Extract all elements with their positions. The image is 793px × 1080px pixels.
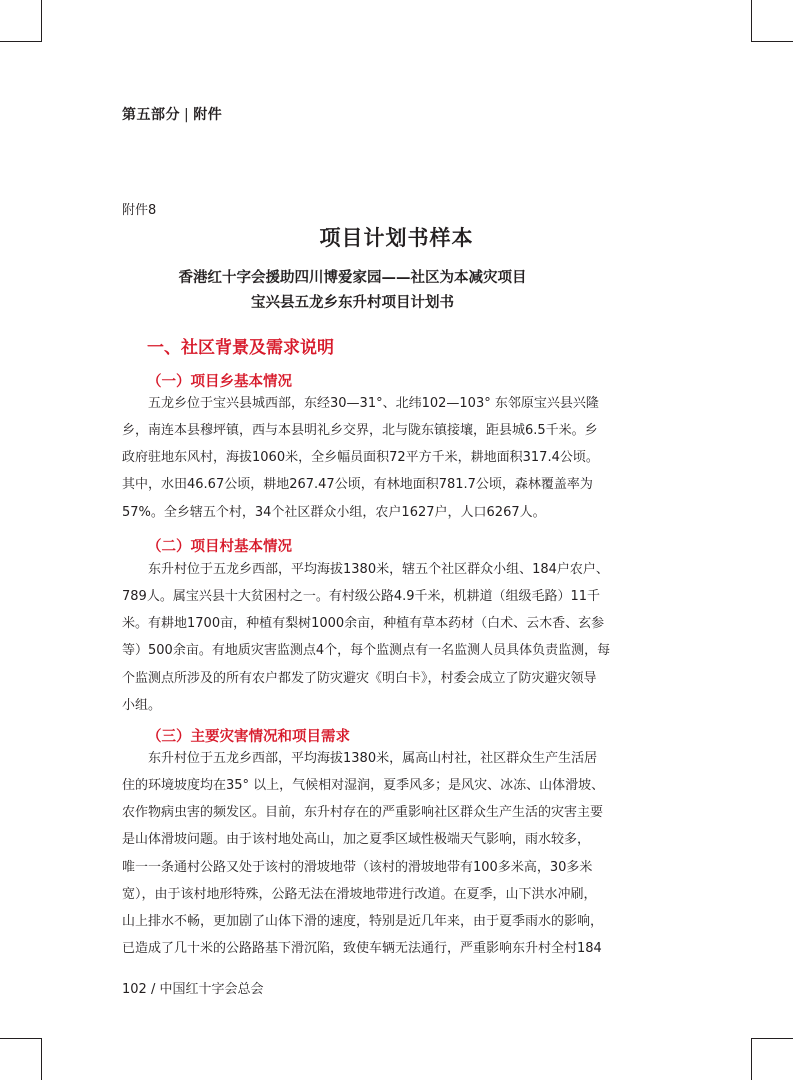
subsection-heading-3: （三）主要灾害情况和项目需求 [147,729,350,745]
paragraph-line: 住的环境坡度均在35° 以上，气候相对湿润，夏季风多；是风灾、冰冻、山体滑坡、 [122,778,605,794]
running-header [122,104,222,124]
paragraph-line: 唯一一条通村公路又处于该村的滑坡地带（该村的滑坡地带有100多米高，30多米 [122,859,593,875]
paragraph-line: 其中，水田46.67公顷，耕地267.47公顷，有林地面积781.7公顷，森林覆盖率为 [122,477,593,493]
paragraph-line: 是山体滑坡问题。由于该村地处高山，加之夏季区域性极端天气影响，雨水较多， [122,832,591,848]
subtitle-line-2: 宝兴县五龙乡东升村项目计划书 [251,295,454,311]
paragraph-line: 等）500余亩。有地质灾害监测点4个，每个监测点有一名监测人员具体负责监测，每 [122,643,611,659]
header-section: 附件 [193,107,223,123]
paragraph-line: 57%。全乡辖五个村，34个社区群众小组，农户1627户，人口6267人。 [122,504,546,520]
crop-mark-bottom-right-h [751,1038,793,1039]
paragraph-line: 米。有耕地1700亩，种植有梨树1000余亩，种植有草本药材（白术、云木香、玄参 [122,616,605,632]
subsection-heading-1: （一）项目乡基本情况 [147,374,292,390]
paragraph-line: 农作物病虫害的频发区。目前，东升村存在的严重影响社区群众生产生活的灾害主要 [122,805,604,821]
paragraph-line: 山上排水不畅，更加剧了山体下滑的速度，特别是近几年来，由于夏季雨水的影响， [122,913,604,929]
header-separator: | [184,107,190,123]
paragraph-line: 小组。 [122,697,162,713]
paragraph-1 [122,390,599,526]
page-footer: 102 / 中国红十字会总会 [122,982,264,997]
header-part: 第五部分 [122,107,180,123]
document-title: 项目计划书样本 [319,226,474,250]
paragraph-line: 已造成了几十米的公路路基下滑沉陷，致使车辆无法通行，严重影响东升村全村184 [122,940,602,956]
crop-mark-top-left-v [41,0,42,42]
paragraph-line: 个监测点所涉及的所有农户都发了防灾避灾《明白卡》，村委会成立了防灾避灾领导 [122,670,597,686]
crop-mark-bottom-left-v [41,1038,42,1080]
section-heading: 一、社区背景及需求说明 [147,338,334,358]
paragraph-2 [122,556,611,719]
crop-mark-bottom-left-h [0,1038,42,1039]
crop-mark-bottom-right-v [751,1038,752,1080]
paragraph-line: 政府驻地东风村，海拔1060米，全乡幅员面积72平方千米，耕地面积317.4公顷。 [122,450,599,466]
crop-mark-top-left-h [0,41,42,42]
paragraph-line: 宽），由于该村地形特殊，公路无法在滑坡地带进行改道。在夏季，山下洪水冲刷， [122,886,597,902]
paragraph-line: 东升村位于五龙乡西部，平均海拔1380米，属高山村社，社区群众生产生活居 [122,751,598,766]
paragraph-line: 东升村位于五龙乡西部，平均海拔1380米，辖五个社区群众小组、184户农户、 [122,562,609,577]
crop-mark-top-right-h [751,41,793,42]
paragraph-line: 乡，南连本县穆坪镇，西与本县明礼乡交界，北与陇东镇接壤，距县城6.5千米。乡 [122,423,598,439]
subsection-heading-2: （二）项目村基本情况 [147,539,292,555]
crop-mark-top-right-v [751,0,752,42]
appendix-number: 附件8 [122,203,157,218]
paragraph-line: 五龙乡位于宝兴县城西部，东经30—31°、北纬102—103° 东邻原宝兴县兴隆 [122,396,599,411]
paragraph-3 [122,745,605,962]
paragraph-line: 789人。属宝兴县十大贫困村之一。有村级公路4.9千米，机耕道（组级毛路）11千 [122,589,601,605]
subtitle-line-1: 香港红十字会援助四川博爱家园——社区为本减灾项目 [178,270,527,286]
